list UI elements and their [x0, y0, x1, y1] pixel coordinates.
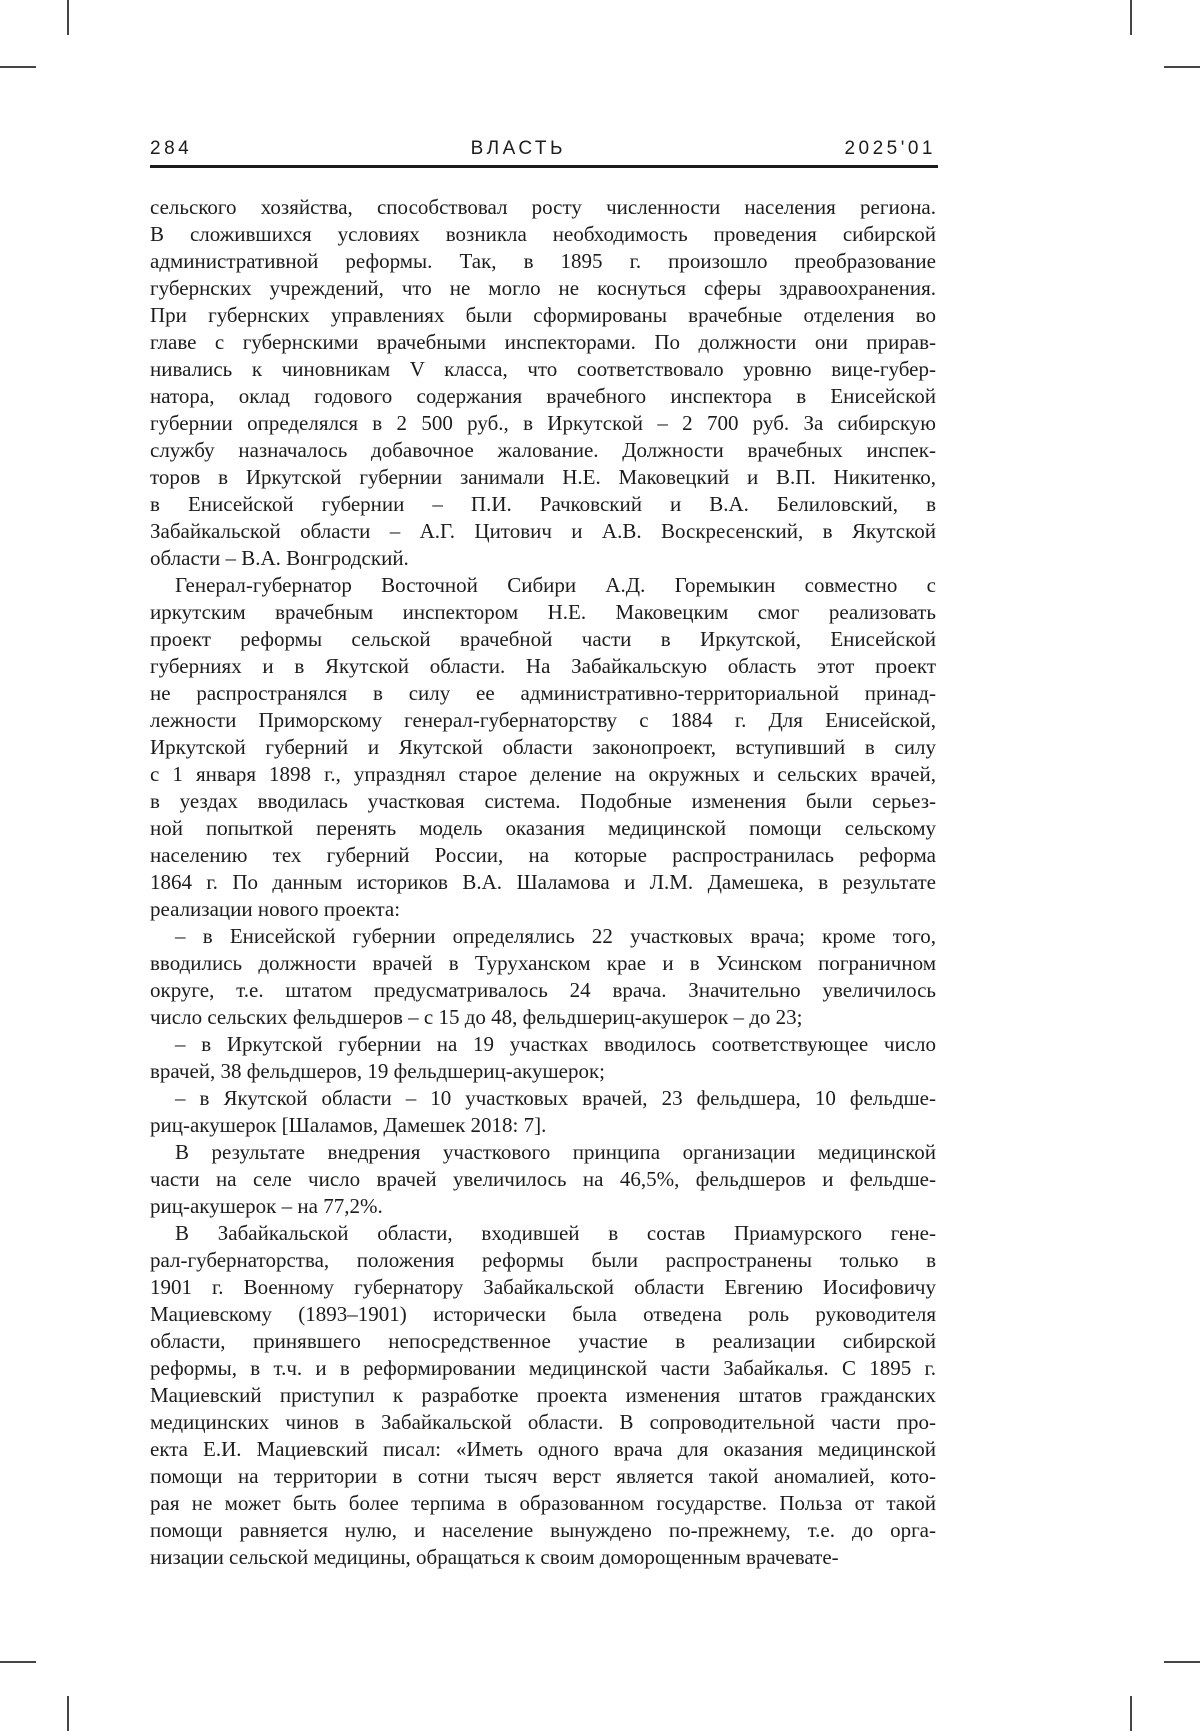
text-line: Забайкальской области – А.Г. Цитович и А.В. Воскресенский, в Якутской	[150, 519, 936, 543]
text-line: иркутским врачебным инспектором Н.Е. Маковецким смог реализовать	[150, 600, 936, 624]
text-line: области, принявшего непосредственное участие в реализации сибирской	[150, 1329, 936, 1353]
paragraph	[150, 194, 936, 572]
text-line: – в Енисейской губернии определялись 22 участковых врача; кроме того,	[175, 924, 936, 948]
text-line: ной попыткой перенять модель оказания медицинской помощи сельскому	[150, 816, 936, 840]
crop-mark-bottom-left-vertical	[67, 1696, 69, 1731]
text-line: части на селе число врачей увеличилось на 46,5%, фельдшеров и фельдше-	[150, 1167, 936, 1191]
text-line: риц-акушерок – на 77,2%.	[150, 1194, 383, 1218]
text-line: екта Е.И. Мациевский писал: «Иметь одного врача для оказания медицинской	[150, 1437, 936, 1461]
text-line: Генерал-губернатор Восточной Сибири А.Д. Горемыкин совместно с	[175, 573, 936, 597]
crop-mark-top-right-vertical	[1130, 0, 1132, 35]
text-line: нивались к чиновникам V класса, что соответствовало уровню вице-губер-	[150, 357, 936, 381]
text-line: населению тех губерний России, на которые распространилась реформа	[150, 843, 936, 867]
text-line: рая не может быть более терпима в образованном государстве. Польза от такой	[150, 1491, 936, 1515]
article-text	[150, 194, 936, 1571]
text-line: службу назначалось добавочное жалование. Должности врачебных инспек-	[150, 438, 936, 462]
page-header	[150, 138, 936, 160]
text-line: помощи равняется нулю, и население вынуждено по-прежнему, т.е. до орга-	[150, 1518, 936, 1542]
text-line: рал-губернаторства, положения реформы были распространены только в	[150, 1248, 936, 1272]
text-line: вводились должности врачей в Туруханском крае и в Усинском пограничном	[150, 951, 936, 975]
text-line: области – В.А. Вонгродский.	[150, 546, 409, 570]
paragraph	[150, 923, 936, 1031]
paragraph	[150, 1139, 936, 1220]
text-line: В результате внедрения участкового принципа организации медицинской	[175, 1140, 936, 1164]
paragraph	[150, 1220, 936, 1571]
text-line: В сложившихся условиях возникла необходимость проведения сибирской	[150, 222, 936, 246]
text-line: реформы, в т.ч. и в реформировании медицинской части Забайкалья. С 1895 г.	[150, 1356, 936, 1380]
text-line: округе, т.е. штатом предусматривалось 24 врача. Значительно увеличилось	[150, 978, 936, 1002]
text-line: лежности Приморскому генерал-губернаторству с 1884 г. Для Енисейской,	[150, 708, 936, 732]
text-line: натора, оклад годового содержания врачебного инспектора в Енисейской	[150, 384, 936, 408]
text-line: Мациевскому (1893–1901) исторически была отведена роль руководителя	[150, 1302, 936, 1326]
text-line: врачей, 38 фельдшеров, 19 фельдшериц-акушерок;	[150, 1059, 605, 1083]
text-line: – в Иркутской губернии на 19 участках вводилось соответствующее число	[175, 1032, 936, 1056]
text-line: губерниях и в Якутской области. На Забайкальскую область этот проект	[150, 654, 936, 678]
text-line: реализации нового проекта:	[150, 897, 401, 921]
text-line: торов в Иркутской губернии занимали Н.Е. Маковецкий и В.П. Никитенко,	[150, 465, 936, 489]
text-line: Мациевский приступил к разработке проекта изменения штатов гражданских	[150, 1383, 936, 1407]
text-line: 1901 г. Военному губернатору Забайкальской области Евгению Иосифовичу	[150, 1275, 936, 1299]
text-line: в Енисейской губернии – П.И. Рачковский и В.А. Белиловский, в	[150, 492, 936, 516]
text-line: число сельских фельдшеров – с 15 до 48, фельдшериц-акушерок – до 23;	[150, 1005, 803, 1029]
text-line: При губернских управлениях были сформированы врачебные отделения во	[150, 303, 936, 327]
crop-mark-bottom-right-vertical	[1130, 1696, 1132, 1731]
header-rule	[150, 165, 938, 168]
text-line: главе с губернскими врачебными инспекторами. По должности они прирав-	[150, 330, 936, 354]
crop-mark-top-left-vertical	[67, 0, 69, 35]
text-line: сельского хозяйства, способствовал росту численности населения региона.	[150, 195, 936, 219]
paragraph	[150, 572, 936, 923]
journal-title: ВЛАСТЬ	[470, 138, 567, 159]
paragraph	[150, 1031, 936, 1085]
crop-mark-bottom-right-horizontal	[1164, 1661, 1200, 1663]
text-line: помощи на территории в сотни тысяч верст является такой аномалией, кото-	[150, 1464, 936, 1488]
crop-mark-top-left-horizontal	[0, 66, 36, 68]
text-line: губернии определялся в 2 500 руб., в Иркутской – 2 700 руб. За сибирскую	[150, 411, 936, 435]
text-line: – в Якутской области – 10 участковых врачей, 23 фельдшера, 10 фельдше-	[175, 1086, 936, 1110]
crop-mark-top-right-horizontal	[1164, 66, 1200, 68]
text-line: низации сельской медицины, обращаться к своим доморощенным врачевате-	[150, 1545, 839, 1569]
page-number: 284	[150, 138, 193, 159]
text-line: с 1 января 1898 г., упразднял старое деление на окружных и сельских врачей,	[150, 762, 936, 786]
text-line: в уездах вводилась участковая система. Подобные изменения были серьез-	[150, 789, 936, 813]
text-line: не распространялся в силу ее административно-территориальной принад-	[150, 681, 936, 705]
paragraph	[150, 1085, 936, 1139]
text-line: губернских учреждений, что не могло не коснуться сферы здравоохранения.	[150, 276, 936, 300]
text-line: риц-акушерок [Шаламов, Дамешек 2018: 7].	[150, 1113, 547, 1137]
text-line: В Забайкальской области, входившей в состав Приамурского гене-	[175, 1221, 936, 1245]
text-line: проект реформы сельской врачебной части в Иркутской, Енисейской	[150, 627, 936, 651]
text-line: медицинских чинов в Забайкальской области. В сопроводительной части про-	[150, 1410, 936, 1434]
text-line: 1864 г. По данным историков В.А. Шаламова и Л.М. Дамешека, в результате	[150, 870, 936, 894]
text-line: административной реформы. Так, в 1895 г. произошло преобразование	[150, 249, 936, 273]
text-line: Иркутской губерний и Якутской области законопроект, вступивший в силу	[150, 735, 936, 759]
crop-mark-bottom-left-horizontal	[0, 1661, 36, 1663]
issue-number: 2025'01	[844, 138, 936, 159]
